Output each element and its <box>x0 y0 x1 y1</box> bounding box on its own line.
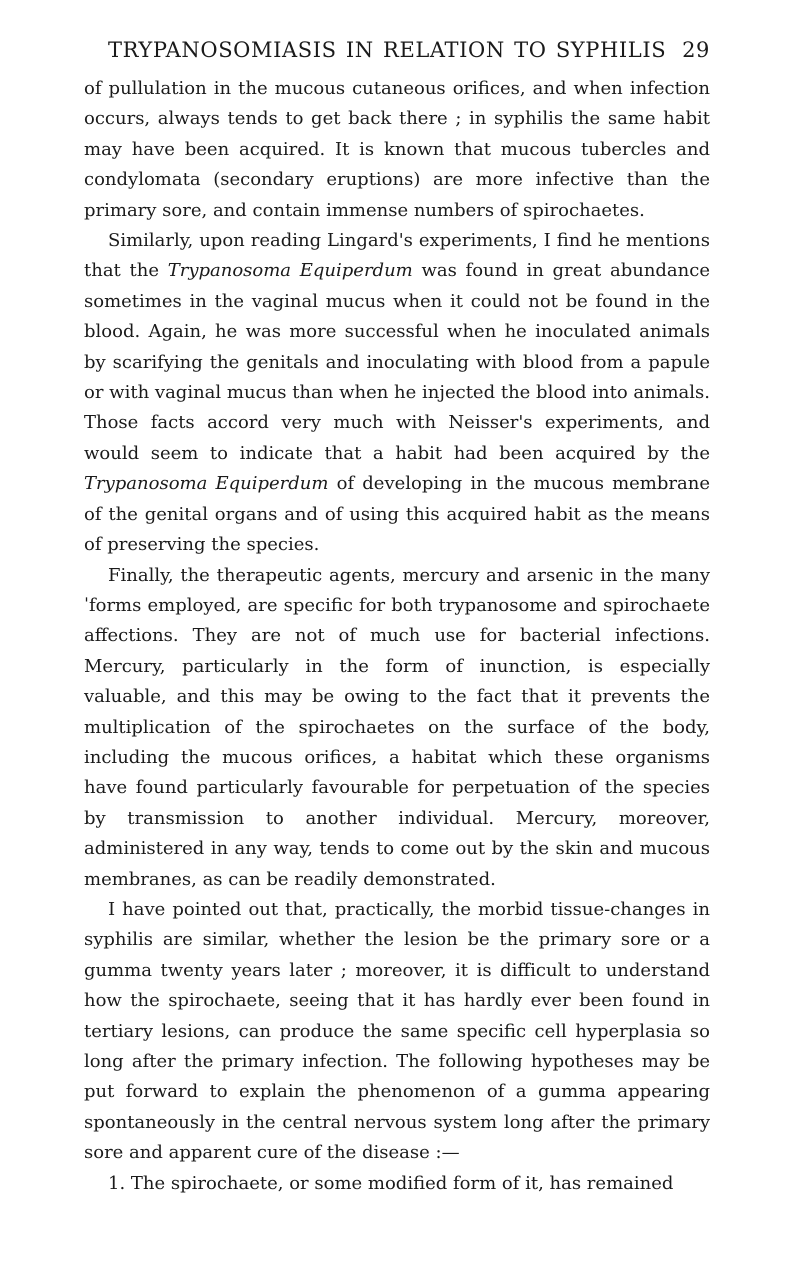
paragraph-2: Similarly, upon reading Lingard's experiments, I find he mentions that the Trypanosoma Equiperdum was found in great abundance sometimes in the vaginal mucus when it could not be found in the blood. Again, he was more successful when he inoculated animals by scarifying the genitals and inoculating with blood from a papule or with vaginal mucus than when he injected the blood into animals. Those facts accord very much with Neisser's experiments, and would seem to indicate that a habit had been acquired by the Trypanosoma Equiperdum of developing in the mucous membrane of the genital organs and of using this acquired habit as the means of preserving the species. <box>84 230 710 556</box>
body-text <box>84 74 710 1199</box>
page-number: 29 <box>682 38 710 62</box>
running-title: TRYPANOSOMIASIS IN RELATION TO SYPHILIS <box>108 38 667 62</box>
paragraph-1: of pullulation in the mucous cutaneous orifices, and when infection occurs, always tends to get back there ; in syphilis the same habit may have been acquired. It is known that mucous tubercles and condylomata (secondary eruptions) are more infective than the primary sore, and contain immense numbers of spirochaetes. <box>84 78 710 221</box>
species-name-italic: Trypanosoma Equiperdum <box>84 473 329 495</box>
running-header <box>108 38 710 62</box>
species-name-italic: Trypanosoma Equiperdum <box>167 260 413 282</box>
paragraph-5: 1. The spirochaete, or some modified form of it, has remained <box>108 1172 674 1194</box>
paragraph-4: I have pointed out that, practically, the morbid tissue-changes in syphilis are similar, whether the lesion be the primary sore or a gumma twenty years later ; moreover, it is difficult to understand how the spirochaete, seeing that it has hardly ever been found in tertiary lesions, can produce the same specific cell hyperplasia so long after the primary infection. The following hypotheses may be put forward to explain the phenomenon of a gumma appearing spontaneously in the central nervous system long after the primary sore and apparent cure of the disease :— <box>84 898 710 1164</box>
paragraph-3: Finally, the therapeutic agents, mercury and arsenic in the many ˈforms employed, are specific for both trypanosome and spirochaete affections. They are not of much use for bacterial infections. Mercury, particularly in the form of inunction, is especially valuable, and this may be owing to the fact that it prevents the multiplication of the spirochaetes on the surface of the body, including the mucous orifices, a habitat which these organisms have found particularly favourable for perpetuation of the species by transmission to another individual. Mercury, moreover, administered in any way, tends to come out by the skin and mucous membranes, as can be readily demonstrated. <box>84 564 710 890</box>
